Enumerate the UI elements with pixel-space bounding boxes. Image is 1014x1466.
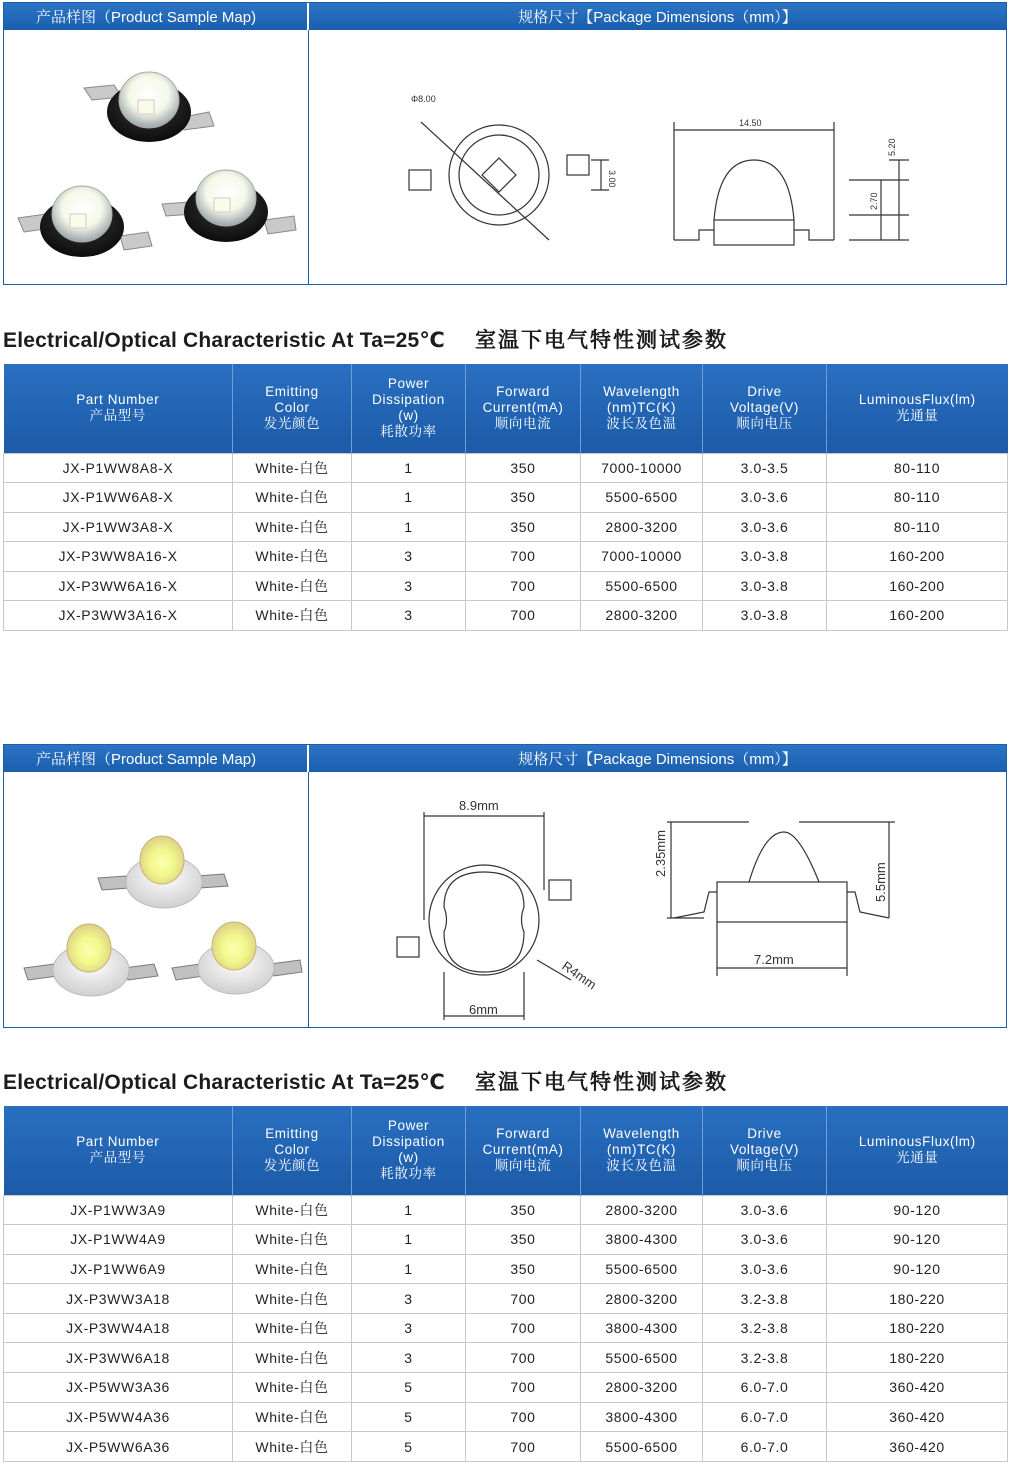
power-cell: 1 — [352, 483, 466, 513]
col-wavelength: Wavelength (nm)TC(K) 波长及色温 — [581, 1106, 703, 1195]
section-title-1 — [3, 324, 728, 354]
wavelength-cell: 2800-3200 — [581, 1373, 703, 1403]
flux-cell: 80-110 — [827, 512, 1008, 542]
table-row — [4, 601, 1008, 631]
flux-cell: 80-110 — [827, 483, 1008, 513]
current-cell: 700 — [466, 1284, 581, 1314]
dome-height-label: 2.70 — [869, 192, 879, 210]
spec-table-2 — [3, 1106, 1008, 1462]
current-cell: 700 — [466, 601, 581, 631]
part-number-cell: JX-P3WW3A18 — [4, 1284, 233, 1314]
voltage-cell: 3.2-3.8 — [703, 1343, 827, 1373]
part-number-cell: JX-P3WW8A16-X — [4, 542, 233, 572]
col-forward-current: Forward Current(mA) 顺向电流 — [466, 1106, 581, 1195]
diameter-label: Φ8.00 — [411, 94, 436, 104]
flux-cell: 180-220 — [827, 1284, 1008, 1314]
part-number-cell: JX-P3WW4A18 — [4, 1313, 233, 1343]
power-cell: 3 — [352, 542, 466, 572]
power-cell: 1 — [352, 1195, 466, 1225]
wavelength-cell: 5500-6500 — [581, 571, 703, 601]
voltage-cell: 3.2-3.8 — [703, 1284, 827, 1314]
sample-map-heading: 产品样图（Product Sample Map) — [4, 3, 309, 30]
product-panel-1 — [3, 2, 1007, 285]
flux-cell: 160-200 — [827, 571, 1008, 601]
col-emitting-color: Emitting Color 发光颜色 — [233, 364, 352, 453]
emitting-color-cell: White-白色 — [233, 601, 352, 631]
white-led-photo — [172, 922, 302, 994]
radius-label: R4mm — [559, 958, 600, 993]
table-row — [4, 1284, 1008, 1314]
power-cell: 5 — [352, 1402, 466, 1432]
bottom-width-label: 6mm — [469, 1002, 498, 1017]
wavelength-cell: 2800-3200 — [581, 1195, 703, 1225]
wavelength-cell: 5500-6500 — [581, 1254, 703, 1284]
voltage-cell: 3.0-3.6 — [703, 1195, 827, 1225]
wavelength-cell: 2800-3200 — [581, 1284, 703, 1314]
voltage-cell: 6.0-7.0 — [703, 1432, 827, 1462]
black-led-photo — [84, 72, 214, 142]
package-dimensions-heading: 规格尺寸【Package Dimensions（mm）】 — [518, 751, 797, 768]
section-title-2 — [3, 1066, 728, 1096]
product-panel-2 — [3, 744, 1007, 1028]
emitting-color-cell: White-白色 — [233, 1402, 352, 1432]
col-drive-voltage: Drive Voltage(V) 顺向电压 — [703, 1106, 827, 1195]
col-part-number: Part Number 产品型号 — [4, 364, 233, 453]
section-title-en: Electrical/Optical Characteristic At Ta=25℃ — [3, 329, 445, 352]
white-led-photo — [98, 836, 228, 908]
emitting-color-cell: White-白色 — [233, 453, 352, 483]
part-number-cell: JX-P1WW6A8-X — [4, 483, 233, 513]
voltage-cell: 3.0-3.8 — [703, 542, 827, 572]
flux-cell: 160-200 — [827, 542, 1008, 572]
power-cell: 5 — [352, 1432, 466, 1462]
part-number-cell: JX-P5WW6A36 — [4, 1432, 233, 1462]
col-luminous-flux: LuminousFlux(lm) 光通量 — [827, 364, 1008, 453]
table-row — [4, 512, 1008, 542]
wavelength-cell: 3800-4300 — [581, 1402, 703, 1432]
col-forward-current: Forward Current(mA) 顺向电流 — [466, 364, 581, 453]
part-number-cell: JX-P1WW8A8-X — [4, 453, 233, 483]
emitting-color-cell: White-白色 — [233, 483, 352, 513]
panel-header — [4, 745, 1006, 772]
emitting-color-cell: White-白色 — [233, 1373, 352, 1403]
voltage-cell: 6.0-7.0 — [703, 1402, 827, 1432]
part-number-cell: JX-P1WW4A9 — [4, 1225, 233, 1255]
col-power-dissipation: Power Dissipation (w) 耗散功率 — [352, 1106, 466, 1195]
current-cell: 700 — [466, 1432, 581, 1462]
col-wavelength: Wavelength (nm)TC(K) 波长及色温 — [581, 364, 703, 453]
sample-map-heading: 产品样图（Product Sample Map) — [4, 745, 309, 772]
wavelength-cell: 5500-6500 — [581, 1343, 703, 1373]
wavelength-cell: 5500-6500 — [581, 1432, 703, 1462]
height-label: 3.00 — [607, 170, 617, 188]
current-cell: 350 — [466, 512, 581, 542]
table-row — [4, 1402, 1008, 1432]
power-cell: 3 — [352, 571, 466, 601]
emitting-color-cell: White-白色 — [233, 1313, 352, 1343]
current-cell: 350 — [466, 1225, 581, 1255]
package-dimensions-heading: 规格尺寸【Package Dimensions（mm）】 — [518, 9, 797, 26]
table-row — [4, 1225, 1008, 1255]
body-width-label: 7.2mm — [754, 952, 794, 967]
power-cell: 1 — [352, 1225, 466, 1255]
current-cell: 700 — [466, 1373, 581, 1403]
emitting-color-cell: White-白色 — [233, 1343, 352, 1373]
table-row — [4, 1373, 1008, 1403]
section-title-cn: 室温下电气特性测试参数 — [474, 329, 728, 352]
panel-header — [4, 3, 1006, 30]
wavelength-cell: 5500-6500 — [581, 483, 703, 513]
voltage-cell: 3.0-3.6 — [703, 512, 827, 542]
table-row — [4, 483, 1008, 513]
power-cell: 3 — [352, 1284, 466, 1314]
current-cell: 350 — [466, 1254, 581, 1284]
emitting-color-cell: White-白色 — [233, 542, 352, 572]
col-power-dissipation: Power Dissipation (w) 耗散功率 — [352, 364, 466, 453]
emitting-color-cell: White-白色 — [233, 1432, 352, 1462]
col-emitting-color: Emitting Color 发光颜色 — [233, 1106, 352, 1195]
table-row — [4, 1313, 1008, 1343]
wavelength-cell: 3800-4300 — [581, 1225, 703, 1255]
part-number-cell: JX-P5WW3A36 — [4, 1373, 233, 1403]
package-dimension-drawing-2 — [309, 772, 1006, 1027]
col-part-number: Part Number 产品型号 — [4, 1106, 233, 1195]
flux-cell: 360-420 — [827, 1373, 1008, 1403]
power-cell: 1 — [352, 453, 466, 483]
voltage-cell: 3.0-3.8 — [703, 571, 827, 601]
current-cell: 700 — [466, 1313, 581, 1343]
black-led-photo — [162, 170, 296, 242]
total-height-label: 5.5mm — [873, 862, 888, 902]
flux-cell: 90-120 — [827, 1195, 1008, 1225]
power-cell: 5 — [352, 1373, 466, 1403]
product-photo-white-leds — [4, 772, 309, 1027]
table-row — [4, 1432, 1008, 1462]
wavelength-cell: 7000-10000 — [581, 453, 703, 483]
flux-cell: 90-120 — [827, 1225, 1008, 1255]
emitting-color-cell: White-白色 — [233, 571, 352, 601]
table-row — [4, 542, 1008, 572]
part-number-cell: JX-P3WW6A18 — [4, 1343, 233, 1373]
power-cell: 1 — [352, 512, 466, 542]
power-cell: 3 — [352, 601, 466, 631]
table-row — [4, 571, 1008, 601]
table-row — [4, 453, 1008, 483]
white-led-photo — [24, 924, 158, 996]
flux-cell: 90-120 — [827, 1254, 1008, 1284]
voltage-cell: 3.0-3.6 — [703, 1225, 827, 1255]
emitting-color-cell: White-白色 — [233, 1284, 352, 1314]
current-cell: 700 — [466, 1402, 581, 1432]
table-row — [4, 1343, 1008, 1373]
current-cell: 350 — [466, 483, 581, 513]
voltage-cell: 3.0-3.8 — [703, 601, 827, 631]
flux-cell: 160-200 — [827, 601, 1008, 631]
voltage-cell: 6.0-7.0 — [703, 1373, 827, 1403]
current-cell: 700 — [466, 542, 581, 572]
current-cell: 350 — [466, 453, 581, 483]
part-number-cell: JX-P1WW3A8-X — [4, 512, 233, 542]
part-number-cell: JX-P1WW3A9 — [4, 1195, 233, 1225]
emitting-color-cell: White-白色 — [233, 1254, 352, 1284]
part-number-cell: JX-P1WW6A9 — [4, 1254, 233, 1284]
voltage-cell: 3.0-3.6 — [703, 1254, 827, 1284]
flux-cell: 180-220 — [827, 1313, 1008, 1343]
dome-height-label: 2.35mm — [653, 830, 668, 877]
part-number-cell: JX-P5WW4A36 — [4, 1402, 233, 1432]
total-height-label: 5.20 — [887, 138, 897, 156]
product-photo-black-leds — [4, 30, 309, 284]
wavelength-cell: 2800-3200 — [581, 512, 703, 542]
emitting-color-cell: White-白色 — [233, 1225, 352, 1255]
table-row — [4, 1254, 1008, 1284]
top-width-label: 8.9mm — [459, 798, 499, 813]
voltage-cell: 3.2-3.8 — [703, 1313, 827, 1343]
power-cell: 3 — [352, 1313, 466, 1343]
flux-cell: 360-420 — [827, 1402, 1008, 1432]
package-dimension-drawing-1 — [309, 30, 1006, 284]
power-cell: 3 — [352, 1343, 466, 1373]
part-number-cell: JX-P3WW6A16-X — [4, 571, 233, 601]
section-title-cn: 室温下电气特性测试参数 — [474, 1071, 728, 1094]
table-row — [4, 1195, 1008, 1225]
current-cell: 700 — [466, 571, 581, 601]
wavelength-cell: 7000-10000 — [581, 542, 703, 572]
part-number-cell: JX-P3WW3A16-X — [4, 601, 233, 631]
voltage-cell: 3.0-3.6 — [703, 483, 827, 513]
emitting-color-cell: White-白色 — [233, 512, 352, 542]
width-label: 14.50 — [739, 118, 762, 128]
wavelength-cell: 2800-3200 — [581, 601, 703, 631]
section-title-en: Electrical/Optical Characteristic At Ta=25℃ — [3, 1071, 445, 1094]
current-cell: 350 — [466, 1195, 581, 1225]
flux-cell: 360-420 — [827, 1432, 1008, 1462]
col-drive-voltage: Drive Voltage(V) 顺向电压 — [703, 364, 827, 453]
flux-cell: 180-220 — [827, 1343, 1008, 1373]
voltage-cell: 3.0-3.5 — [703, 453, 827, 483]
black-led-photo — [18, 186, 152, 257]
spec-table-1 — [3, 364, 1008, 631]
power-cell: 1 — [352, 1254, 466, 1284]
emitting-color-cell: White-白色 — [233, 1195, 352, 1225]
flux-cell: 80-110 — [827, 453, 1008, 483]
col-luminous-flux: LuminousFlux(lm) 光通量 — [827, 1106, 1008, 1195]
wavelength-cell: 3800-4300 — [581, 1313, 703, 1343]
current-cell: 700 — [466, 1343, 581, 1373]
